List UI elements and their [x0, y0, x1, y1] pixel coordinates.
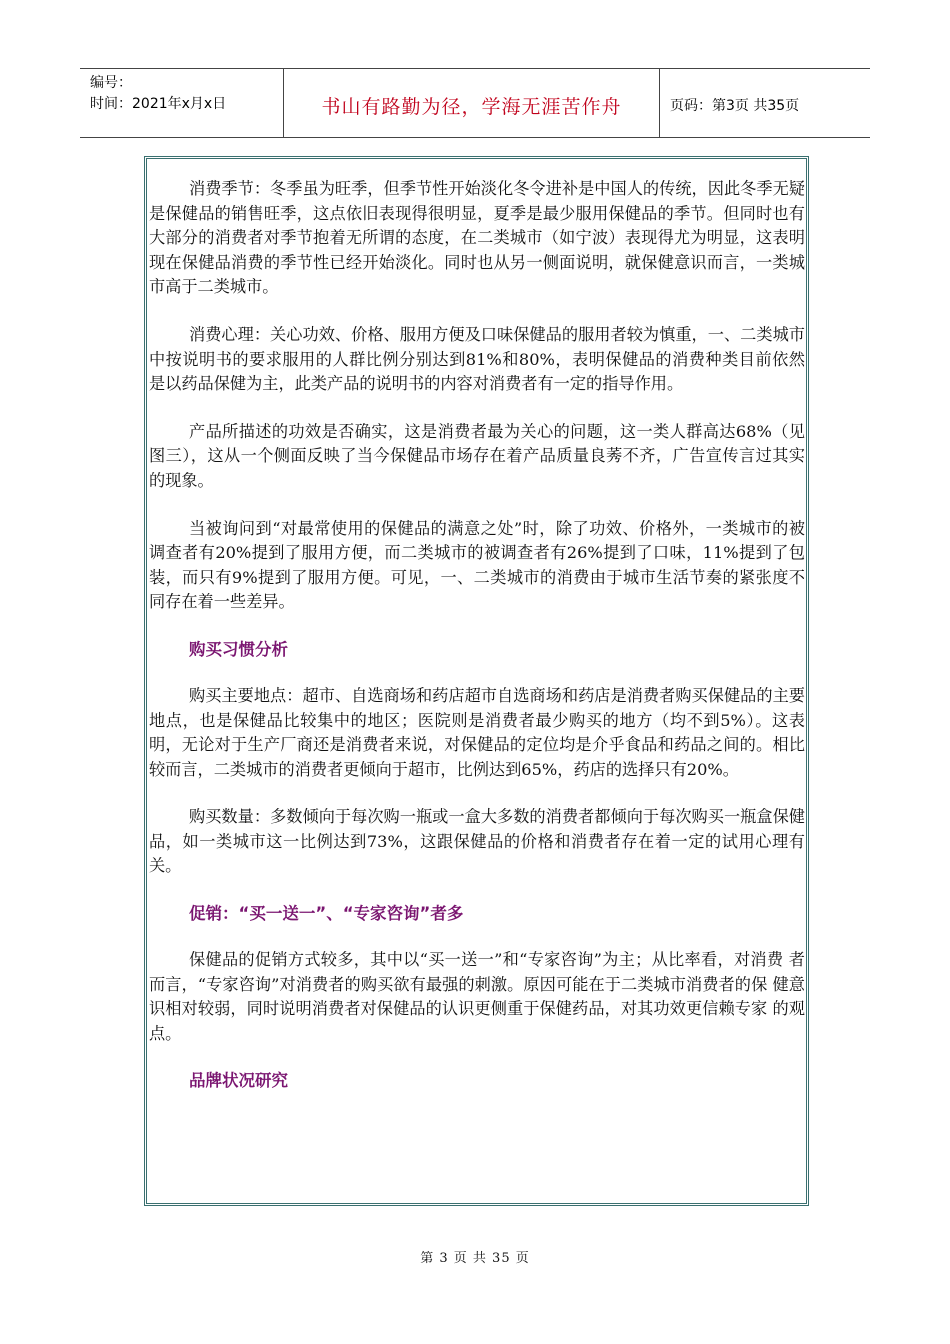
paragraph-consumption-psychology: 消费心理：关心功效、价格、服用方便及口味保健品的服用者较为慎重，一、二类城市 中按说明书的要求服用的人群比例分别达到81%和80%，表明保健品的消费种类目前依然 是以药品保健为主，此类产品的说明书的内容对消费者有一定的指导作用。: [149, 324, 805, 394]
section-heading-purchase-habits: 购买习惯分析: [189, 639, 288, 659]
document-body: [149, 177, 805, 1115]
footer-page-number: 第 3 页 共 35 页: [420, 1251, 530, 1266]
section-heading-brand-status: 品牌状况研究: [189, 1071, 288, 1091]
paragraph-purchase-quantity: 购买数量：多数倾向于每次购一瓶或一盒大多数的消费者都倾向于每次购买一瓶盒保健 品，如一类城市这一比例达到73%，这跟保健品的价格和消费者存在着一定的试用心理有 关。: [149, 807, 805, 876]
header-motto-cell: [284, 69, 660, 137]
motto-text: 书山有路勤为径，学海无涯苦作舟: [321, 95, 622, 118]
paragraph-efficacy-concern: 产品所描述的功效是否确实，这是消费者最为关心的问题，这一类人群高达68%（见 图三），这从一个侧面反映了当今保健品市场存在着产品质量良莠不齐，广告宣传言过其实 的现象。: [149, 421, 805, 490]
paragraph-purchase-location: 购买主要地点：超市、自选商场和药店超市自选商场和药店是消费者购买保健品的主要 地点，也是保健品比较集中的地区；医院则是消费者最少购买的地方（均不到5%）。这表 明，无论对于生产厂商还是消费者来说，对保健品的定位均是介乎食品和药品之间的。相比 较而言，二类城市的消费者更倾向于超市，比例达到65%，药店的选择只有20%。: [149, 685, 805, 779]
paragraph-promotion: 保健品的促销方式较多，其中以“买一送一”和“专家咨询”为主；从比率看，对消费 者而言，“专家咨询”对消费者的购买欲有最强的刺激。原因可能在于二类城市消费者的保 健意识相对较弱，同时说明消费者对保健品的认识更侧重于保健药品，对其功效更信赖专家 的观点。: [149, 950, 805, 1043]
paragraph-satisfaction: 当被询问到“对最常使用的保健品的满意之处”时，除了功效、价格外，一类城市的被 调查者有20%提到了服用方便，而二类城市的被调查者有26%提到了口味，11%提到了包 装，而只有9%提到了服用方便。可见，一、二类城市的消费由于城市生活节奏的紧张度不 同存在着一些差异。: [149, 518, 805, 612]
document-header: [80, 68, 870, 138]
date-label: 时间：2021年x月x日: [90, 96, 227, 112]
page-code: 页码：第3页 共35页: [670, 98, 800, 114]
header-page-cell: [660, 69, 870, 137]
page-footer: [0, 1247, 950, 1266]
paragraph-consumption-season: 消费季节：冬季虽为旺季，但季节性开始淡化冬令进补是中国人的传统，因此冬季无疑 是保健品的销售旺季，这点依旧表现得很明显，夏季是最少服用保健品的季节。但同时也有 大部分的消费者对季节抱着无所谓的态度，在二类城市（如宁波）表现得尤为明显，这表明 现在保健品消费的季节性已经开始淡化。同时也从另一侧面说明，就保健意识而言，一类城 市高于二类城市。: [149, 179, 805, 297]
section-heading-promotion: 促销：“买一送一”、“专家咨询”者多: [189, 904, 464, 924]
code-label: 编号：: [90, 75, 132, 91]
header-meta-cell: [80, 69, 284, 137]
content-frame: [144, 156, 809, 1206]
